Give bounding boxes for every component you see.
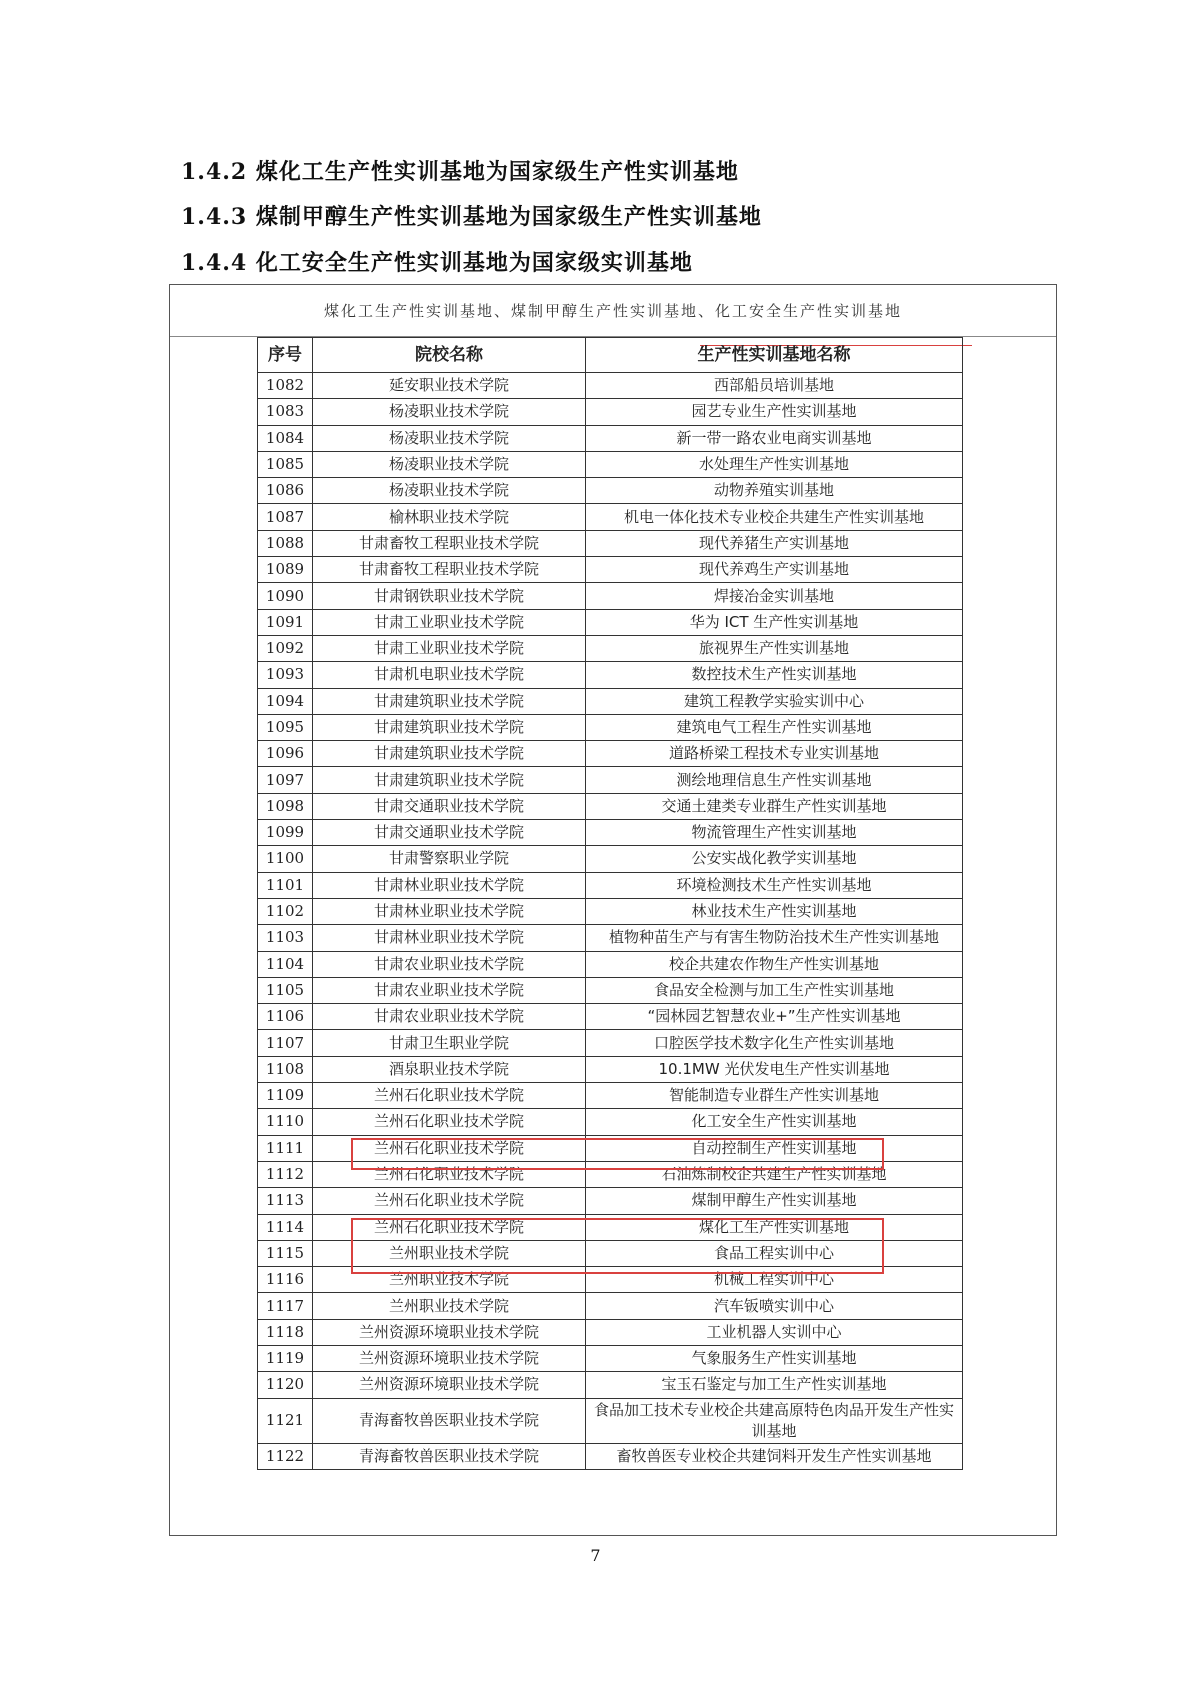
cell-school: 甘肃林业职业技术学院: [313, 898, 586, 924]
cell-school: 兰州石化职业技术学院: [313, 1083, 586, 1109]
table-row: [258, 767, 963, 793]
cell-school: 兰州石化职业技术学院: [313, 1109, 586, 1135]
cell-seq: 1103: [258, 925, 313, 951]
cell-school: 甘肃工业职业技术学院: [313, 609, 586, 635]
cell-base-name: 校企共建农作物生产性实训基地: [586, 951, 963, 977]
table-row: [258, 1109, 963, 1135]
cell-base-name: 建筑工程教学实验实训中心: [586, 688, 963, 714]
cell-base-name: 煤化工生产性实训基地: [586, 1214, 963, 1240]
cell-school: 甘肃畜牧工程职业技术学院: [313, 557, 586, 583]
table-row: [258, 1240, 963, 1266]
table-row: [258, 1056, 963, 1082]
cell-seq: 1083: [258, 399, 313, 425]
cell-school: 甘肃建筑职业技术学院: [313, 741, 586, 767]
cell-school: 青海畜牧兽医职业技术学院: [313, 1398, 586, 1443]
table-row: [258, 898, 963, 924]
cell-school: 兰州石化职业技术学院: [313, 1161, 586, 1187]
cell-school: 甘肃交通职业技术学院: [313, 820, 586, 846]
cell-seq: 1109: [258, 1083, 313, 1109]
table-row: [258, 1161, 963, 1187]
cell-base-name: 食品安全检测与加工生产性实训基地: [586, 977, 963, 1003]
cell-school: 酒泉职业技术学院: [313, 1056, 586, 1082]
cell-base-name: 化工安全生产性实训基地: [586, 1109, 963, 1135]
cell-seq: 1090: [258, 583, 313, 609]
table-row: [258, 1372, 963, 1398]
cell-school: 延安职业技术学院: [313, 373, 586, 399]
table-row: [258, 1345, 963, 1371]
cell-school: 杨凌职业技术学院: [313, 451, 586, 477]
table-row: [258, 1293, 963, 1319]
header-school: 院校名称: [313, 338, 586, 373]
cell-base-name: 华为 ICT 生产性实训基地: [586, 609, 963, 635]
cell-base-name: 测绘地理信息生产性实训基地: [586, 767, 963, 793]
table-row: [258, 635, 963, 661]
cell-base-name: 自动控制生产性实训基地: [586, 1135, 963, 1161]
cell-school: 榆林职业技术学院: [313, 504, 586, 530]
cell-seq: 1087: [258, 504, 313, 530]
cell-base-name: 食品加工技术专业校企共建高原特色肉品开发生产性实训基地: [586, 1398, 963, 1443]
cell-school: 甘肃林业职业技术学院: [313, 872, 586, 898]
cell-school: 甘肃畜牧工程职业技术学院: [313, 530, 586, 556]
table-row: [258, 977, 963, 1003]
cell-seq: 1107: [258, 1030, 313, 1056]
table-row: [258, 1214, 963, 1240]
table-row: [258, 1004, 963, 1030]
cell-base-name: 交通土建类专业群生产性实训基地: [586, 793, 963, 819]
cell-seq: 1086: [258, 478, 313, 504]
cell-base-name: “园林园艺智慧农业+”生产性实训基地: [586, 1004, 963, 1030]
table-row: [258, 1398, 963, 1443]
cell-base-name: 工业机器人实训中心: [586, 1319, 963, 1345]
table-row: [258, 820, 963, 846]
cell-seq: 1116: [258, 1267, 313, 1293]
cell-seq: 1113: [258, 1188, 313, 1214]
cell-seq: 1096: [258, 741, 313, 767]
table-row: [258, 399, 963, 425]
cell-base-name: 10.1MW 光伏发电生产性实训基地: [586, 1056, 963, 1082]
cell-base-name: 环境检测技术生产性实训基地: [586, 872, 963, 898]
page-number: 7: [590, 1546, 601, 1565]
table-header-row: [258, 338, 963, 373]
cell-school: 甘肃建筑职业技术学院: [313, 688, 586, 714]
cell-seq: 1085: [258, 451, 313, 477]
cell-seq: 1108: [258, 1056, 313, 1082]
cell-school: 兰州职业技术学院: [313, 1267, 586, 1293]
cell-school: 杨凌职业技术学院: [313, 425, 586, 451]
table-row: [258, 583, 963, 609]
table-row: [258, 1083, 963, 1109]
table-row: [258, 609, 963, 635]
cell-base-name: 现代养猪生产实训基地: [586, 530, 963, 556]
table-row: [258, 557, 963, 583]
cell-school: 甘肃农业职业技术学院: [313, 951, 586, 977]
table-row: [258, 662, 963, 688]
cell-school: 兰州资源环境职业技术学院: [313, 1372, 586, 1398]
cell-seq: 1104: [258, 951, 313, 977]
cell-base-name: 水处理生产性实训基地: [586, 451, 963, 477]
cell-seq: 1088: [258, 530, 313, 556]
table-row: [258, 1267, 963, 1293]
evidence-caption: 煤化工生产性实训基地、煤制甲醇生产性实训基地、化工安全生产性实训基地: [170, 285, 1056, 337]
cell-seq: 1106: [258, 1004, 313, 1030]
cell-school: 甘肃卫生职业学院: [313, 1030, 586, 1056]
cell-base-name: 园艺专业生产性实训基地: [586, 399, 963, 425]
cell-seq: 1114: [258, 1214, 313, 1240]
cell-seq: 1094: [258, 688, 313, 714]
cell-seq: 1095: [258, 714, 313, 740]
cell-base-name: 西部船员培训基地: [586, 373, 963, 399]
training-base-table: [257, 337, 963, 1470]
cell-seq: 1102: [258, 898, 313, 924]
table-row: [258, 478, 963, 504]
cell-school: 甘肃工业职业技术学院: [313, 635, 586, 661]
cell-seq: 1092: [258, 635, 313, 661]
table-row: [258, 688, 963, 714]
cell-base-name: 焊接冶金实训基地: [586, 583, 963, 609]
cell-school: 青海畜牧兽医职业技术学院: [313, 1443, 586, 1469]
section-heading-1-4-2: 1.4.2 煤化工生产性实训基地为国家级生产性实训基地: [181, 159, 739, 185]
cell-seq: 1121: [258, 1398, 313, 1443]
table-row: [258, 1319, 963, 1345]
cell-school: 兰州石化职业技术学院: [313, 1188, 586, 1214]
cell-seq: 1117: [258, 1293, 313, 1319]
cell-seq: 1119: [258, 1345, 313, 1371]
cell-base-name: 动物养殖实训基地: [586, 478, 963, 504]
cell-base-name: 机电一体化技术专业校企共建生产性实训基地: [586, 504, 963, 530]
cell-base-name: 物流管理生产性实训基地: [586, 820, 963, 846]
cell-school: 甘肃建筑职业技术学院: [313, 714, 586, 740]
cell-seq: 1112: [258, 1161, 313, 1187]
cell-school: 兰州石化职业技术学院: [313, 1214, 586, 1240]
table-row: [258, 504, 963, 530]
section-heading-1-4-4: 1.4.4 化工安全生产性实训基地为国家级实训基地: [181, 250, 693, 276]
cell-base-name: 植物种苗生产与有害生物防治技术生产性实训基地: [586, 925, 963, 951]
table-row: [258, 373, 963, 399]
cell-base-name: 新一带一路农业电商实训基地: [586, 425, 963, 451]
cell-base-name: 公安实战化教学实训基地: [586, 846, 963, 872]
cell-seq: 1100: [258, 846, 313, 872]
cell-seq: 1105: [258, 977, 313, 1003]
cell-base-name: 宝玉石鉴定与加工生产性实训基地: [586, 1372, 963, 1398]
header-base-name: 生产性实训基地名称: [586, 338, 963, 373]
cell-seq: 1082: [258, 373, 313, 399]
table-row: [258, 872, 963, 898]
cell-base-name: 口腔医学技术数字化生产性实训基地: [586, 1030, 963, 1056]
cell-base-name: 机械工程实训中心: [586, 1267, 963, 1293]
cell-school: 甘肃机电职业技术学院: [313, 662, 586, 688]
table-row: [258, 846, 963, 872]
table-row: [258, 451, 963, 477]
cell-school: 兰州职业技术学院: [313, 1293, 586, 1319]
table-body: [258, 373, 963, 1470]
cell-school: 甘肃农业职业技术学院: [313, 977, 586, 1003]
cell-seq: 1091: [258, 609, 313, 635]
cell-base-name: 林业技术生产性实训基地: [586, 898, 963, 924]
cell-school: 甘肃钢铁职业技术学院: [313, 583, 586, 609]
table-row: [258, 925, 963, 951]
cell-base-name: 石油炼制校企共建生产性实训基地: [586, 1161, 963, 1187]
cell-seq: 1111: [258, 1135, 313, 1161]
cell-base-name: 建筑电气工程生产性实训基地: [586, 714, 963, 740]
cell-base-name: 气象服务生产性实训基地: [586, 1345, 963, 1371]
cell-seq: 1110: [258, 1109, 313, 1135]
table-row: [258, 741, 963, 767]
cell-seq: 1122: [258, 1443, 313, 1469]
table-row: [258, 1443, 963, 1469]
cell-school: 杨凌职业技术学院: [313, 478, 586, 504]
cell-base-name: 旅视界生产性实训基地: [586, 635, 963, 661]
table-row: [258, 425, 963, 451]
table-row: [258, 530, 963, 556]
cell-school: 杨凌职业技术学院: [313, 399, 586, 425]
cell-seq: 1098: [258, 793, 313, 819]
cell-school: 兰州职业技术学院: [313, 1240, 586, 1266]
cell-base-name: 汽车钣喷实训中心: [586, 1293, 963, 1319]
table-row: [258, 1030, 963, 1056]
table-row: [258, 1135, 963, 1161]
table-row: [258, 793, 963, 819]
cell-seq: 1089: [258, 557, 313, 583]
cell-school: 兰州资源环境职业技术学院: [313, 1319, 586, 1345]
table-row: [258, 1188, 963, 1214]
header-seq: 序号: [258, 338, 313, 373]
table-row: [258, 714, 963, 740]
cell-seq: 1101: [258, 872, 313, 898]
cell-base-name: 食品工程实训中心: [586, 1240, 963, 1266]
cell-seq: 1084: [258, 425, 313, 451]
cell-seq: 1097: [258, 767, 313, 793]
cell-school: 兰州石化职业技术学院: [313, 1135, 586, 1161]
cell-base-name: 现代养鸡生产实训基地: [586, 557, 963, 583]
cell-seq: 1120: [258, 1372, 313, 1398]
cell-school: 甘肃警察职业学院: [313, 846, 586, 872]
cell-seq: 1099: [258, 820, 313, 846]
cell-school: 甘肃林业职业技术学院: [313, 925, 586, 951]
cell-base-name: 数控技术生产性实训基地: [586, 662, 963, 688]
cell-base-name: 畜牧兽医专业校企共建饲料开发生产性实训基地: [586, 1443, 963, 1469]
cell-school: 甘肃交通职业技术学院: [313, 793, 586, 819]
cell-seq: 1118: [258, 1319, 313, 1345]
cell-school: 兰州资源环境职业技术学院: [313, 1345, 586, 1371]
cell-school: 甘肃建筑职业技术学院: [313, 767, 586, 793]
table-row: [258, 951, 963, 977]
section-heading-1-4-3: 1.4.3 煤制甲醇生产性实训基地为国家级生产性实训基地: [181, 204, 762, 230]
cell-seq: 1093: [258, 662, 313, 688]
cell-school: 甘肃农业职业技术学院: [313, 1004, 586, 1030]
cell-base-name: 道路桥梁工程技术专业实训基地: [586, 741, 963, 767]
cell-base-name: 智能制造专业群生产性实训基地: [586, 1083, 963, 1109]
cell-base-name: 煤制甲醇生产性实训基地: [586, 1188, 963, 1214]
cell-seq: 1115: [258, 1240, 313, 1266]
